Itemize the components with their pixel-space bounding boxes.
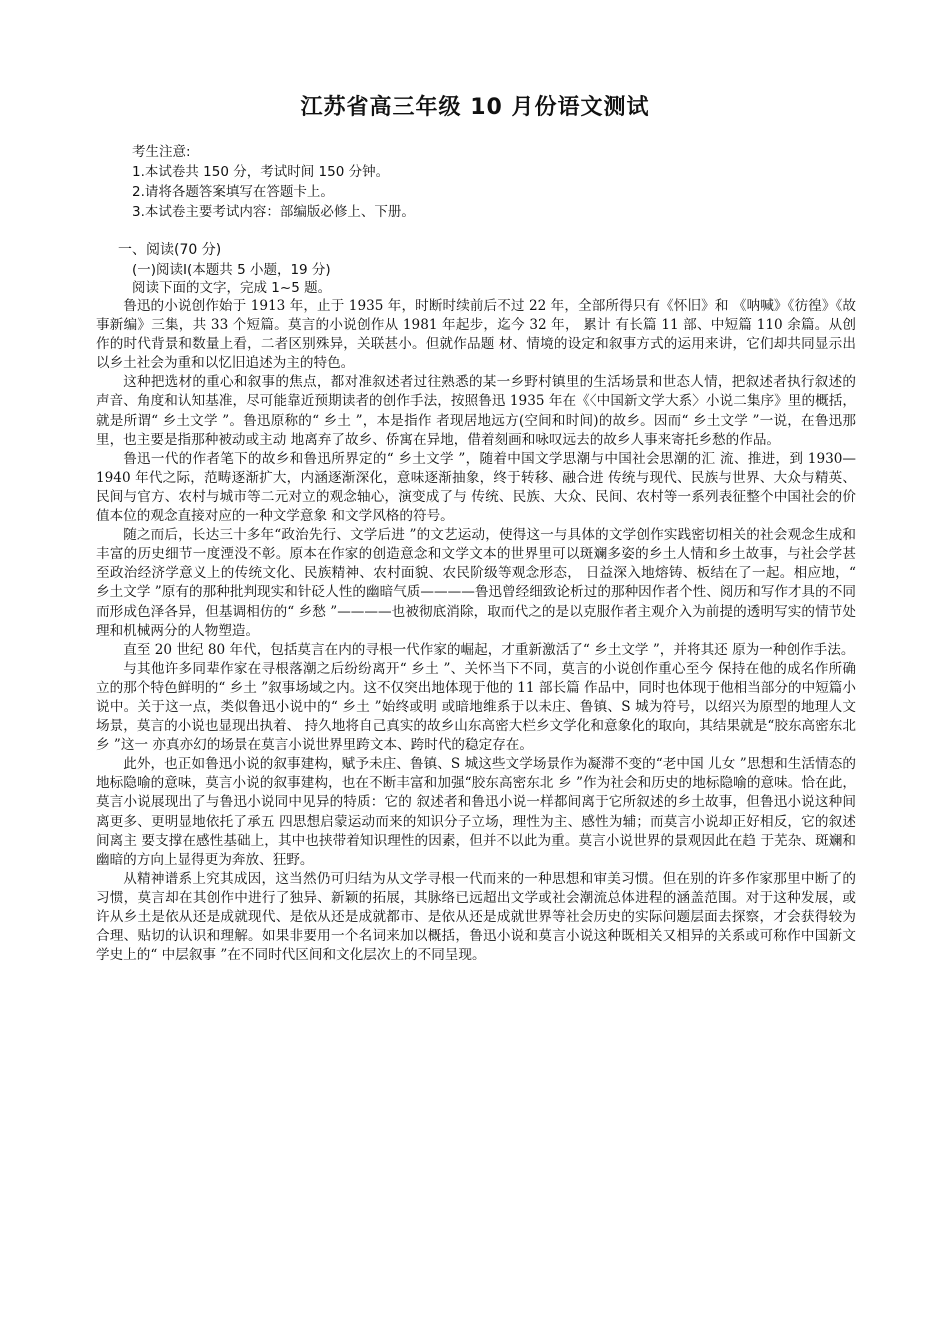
notice-item: 1.本试卷共 150 分，考试时间 150 分钟。 <box>132 164 390 180</box>
reading-passage <box>96 297 856 965</box>
passage-paragraph: 此外，也正如鲁迅小说的叙事建构，赋予未庄、鲁镇、S 城这些文学场景作为凝滞不变的“老中国 儿女 ”思想和生活情态的地标隐喻的意味，莫言小说的叙事建构，也在不断丰富和加强“胶东高密东北 乡 ”作为社会和历史的地标隐喻的意味。恰在此，莫言小说展现出了与鲁迅小说同中见异的特质：它的 叙述者和鲁迅小说一样都间离于它所叙述的乡土故事，但鲁迅小说这种间离更多、更明显地依托了承五 四思想启蒙运动而来的知识分子立场，理性为主、感性为辅；而莫言小说却正好相反，它的叙述间离主 要支撑在感性基础上，其中也挟带着知识理性的因素，但并不以此为重。莫言小说世界的景观因此在趋 于芜杂、斑斓和幽暗的方向上显得更为奔放、狂野。 <box>96 756 856 868</box>
reading-instruction: 阅读下面的文字，完成 1~5 题。 <box>132 280 332 296</box>
section-subheading: (一)阅读Ⅰ(本题共 5 小题，19 分) <box>132 262 331 278</box>
exam-notice <box>132 142 832 222</box>
notice-heading: 考生注意: <box>132 144 191 160</box>
page-title: 江苏省高三年级 10 月份语文测试 <box>300 95 650 120</box>
notice-item: 2.请将各题答案填写在答题卡上。 <box>132 184 334 200</box>
passage-paragraph: 这种把选材的重心和叙事的焦点，都对准叙述者过往熟悉的某一乡野村镇里的生活场景和世态人情，把叙述者执行叙述的声音、角度和认知基准，尽可能靠近预期读者的创作手法，按照鲁迅 1935 年在《〈中国新文学大系〉小说二集序》里的概括，就是所谓“ 乡土文学 ”。鲁迅原称的“ 乡土 ”，本是指作 者现居地远方(空间和时间)的故乡。因而“ 乡土文学 ”一说，在鲁迅那里，也主要是指那种被动或主动 地离弃了故乡、侨寓在异地，借着刻画和咏叹远去的故乡人事来寄托乡愁的作品。 <box>96 374 856 448</box>
section-heading: 一、阅读(70 分) <box>118 242 222 258</box>
passage-paragraph: 鲁迅的小说创作始于 1913 年，止于 1935 年，时断时续前后不过 22 年，全部所得只有《怀旧》和 《呐喊》《彷徨》《故事新编》三集，共 33 个短篇。莫言的小说创作从 1981 年起步，迄今 32 年， 累计 有长篇 11 部、中短篇 110 余篇。从创作的时代背景和数量上看，二者区别殊异，关联甚小。但就作品题 材、情境的设定和叙事方式的运用来讲，它们却共同显示出以乡土社会为重和以忆旧追述为主的特色。 <box>96 298 856 372</box>
passage-paragraph: 随之而后，长达三十多年“政治先行、文学后进 ”的文艺运动，使得这一与具体的文学创作实践密切相关的社会观念生成和丰富的历史细节一度湮没不彰。原本在作家的创造意念和文学文本的世界里可以斑斓多姿的乡土人情和乡土故事，与社会学甚至政治经济学意义上的传统文化、民族精神、农村面貌、农民阶级等观念形态， 日益深入地熔铸、板结在了一起。相应地，“ 乡土文学 ”原有的那种批判现实和针砭人性的幽暗气质————鲁迅曾经细致论析过的那种因作者个性、阅历和写作才具的不同而形成色泽各异，但基调相仿的“ 乡愁 ”————也被彻底消除，取而代之的是以克服作者主观介入为前提的透明写实的情节处理和机械两分的人物塑造。 <box>96 527 856 639</box>
notice-item: 3.本试卷主要考试内容：部编版必修上、下册。 <box>132 204 415 220</box>
passage-paragraph: 直至 20 世纪 80 年代，包括莫言在内的寻根一代作家的崛起，才重新激活了“ 乡土文学 ”，并将其还 原为一种创作手法。 <box>123 641 855 658</box>
passage-paragraph: 与其他许多同辈作家在寻根落潮之后纷纷离开“ 乡土 ”、关怀当下不同，莫言的小说创作重心至今 保持在他的成名作所确立的那个特色鲜明的“ 乡土 ”叙事场域之内。这不仅突出地体现于他的 11 部长篇 作品中，同时也体现于他相当部分的中短篇小说中。关于这一点，类似鲁迅小说中的“ 乡土 ”始终或明 或暗地维系于以未庄、鲁镇、S 城为符号，以绍兴为原型的地理人文场景，莫言的小说也显现出执着、 持久地将自己真实的故乡山东高密大栏乡文学化和意象化的取向，其结果就是“胶东高密东北乡 ”这一 亦真亦幻的场景在莫言小说世界里跨文本、跨时代的稳定存在。 <box>96 660 856 754</box>
passage-paragraph: 鲁迅一代的作者笔下的故乡和鲁迅所界定的“ 乡土文学 ”，随着中国文学思潮与中国社会思潮的汇 流、推进，到 1930—1940 年代之际，范畴逐渐扩大，内涵逐渐深化，意味逐渐抽象，终于转移、融合进 传统与现代、民族与世界、大众与精英、民间与官方、农村与城市等二元对立的观念轴心，演变成了与 传统、民族、大众、民间、农村等一系列表征整个中国社会的价值本位的观念直接对应的一种文学意象 和文学风格的符号。 <box>96 450 856 525</box>
passage-paragraph: 从精神谱系上究其成因，这当然仍可归结为从文学寻根一代而来的一种思想和审美习惯。但在别的许多作家那里中断了的习惯，莫言却在其创作中进行了独异、新颖的拓展，其脉络已远超出文学或社会潮流总体进程的涵盖范围。对于这种发展，或许从乡土是依从还是成就现代、是依从还是成就都市、是依从还是成就世界等社会历史的实际问题层面去探察，才会获得较为合理、贴切的认识和理解。如果非要用一个名词来加以概括，鲁迅小说和莫言小说这种既相关又相异的关系或可称作中国新文学史上的“ 中层叙事 ”在不同时代区间和文化层次上的不同呈现。 <box>96 870 856 964</box>
